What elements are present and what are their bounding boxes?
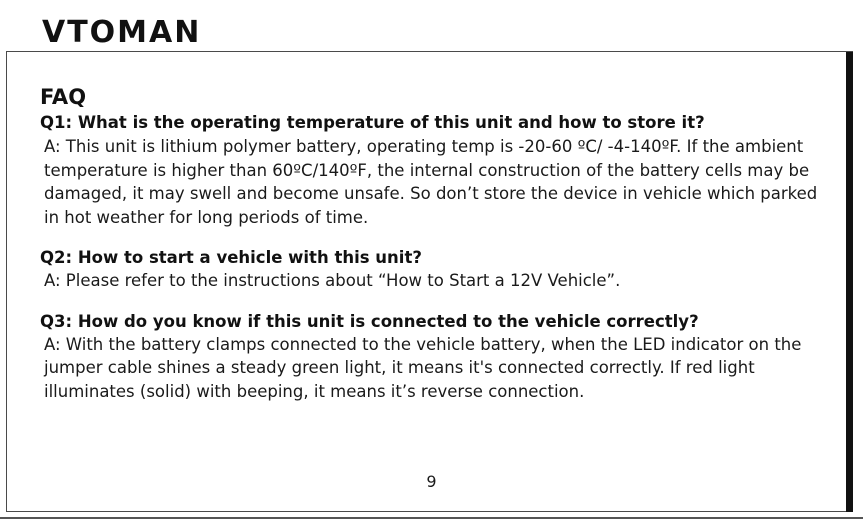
page-header	[6, 6, 853, 52]
bottom-edge-rule	[0, 517, 863, 519]
page-number: 9	[426, 472, 437, 491]
right-edge-rule	[846, 52, 853, 512]
faq-item-q1	[40, 112, 830, 229]
faq-section	[40, 84, 830, 421]
faq-answer: A: With the battery clamps connected to the vehicle battery, when the LED indicator on the jumper cable shines a steady green light, it means it's connected correctly. If red light illuminates (solid) with beeping, it means it’s reverse connection.	[44, 334, 802, 401]
faq-question: Q1: What is the operating temperature of this unit and how to store it?	[40, 113, 705, 132]
faq-question: Q3: How do you know if this unit is connected to the vehicle correctly?	[40, 311, 699, 331]
faq-item-q3	[40, 311, 830, 404]
faq-title: FAQ	[40, 85, 87, 109]
faq-answer: A: Please refer to the instructions about “How to Start a 12V Vehicle”.	[44, 271, 621, 290]
faq-question: Q2: How to start a vehicle with this unit?	[40, 248, 422, 267]
faq-answer: A: This unit is lithium polymer battery, operating temp is -20-60 ºC/ -4-140ºF. If the ambient temperature is higher than 60ºC/140ºF, the internal construction of the battery cells may be damaged, it may swell and become unsafe. So don’t store the device in vehicle which parked in hot weather for long periods of time.	[44, 137, 818, 227]
brand-logo: VTOMAN	[42, 15, 202, 50]
faq-item-q2	[40, 247, 830, 293]
